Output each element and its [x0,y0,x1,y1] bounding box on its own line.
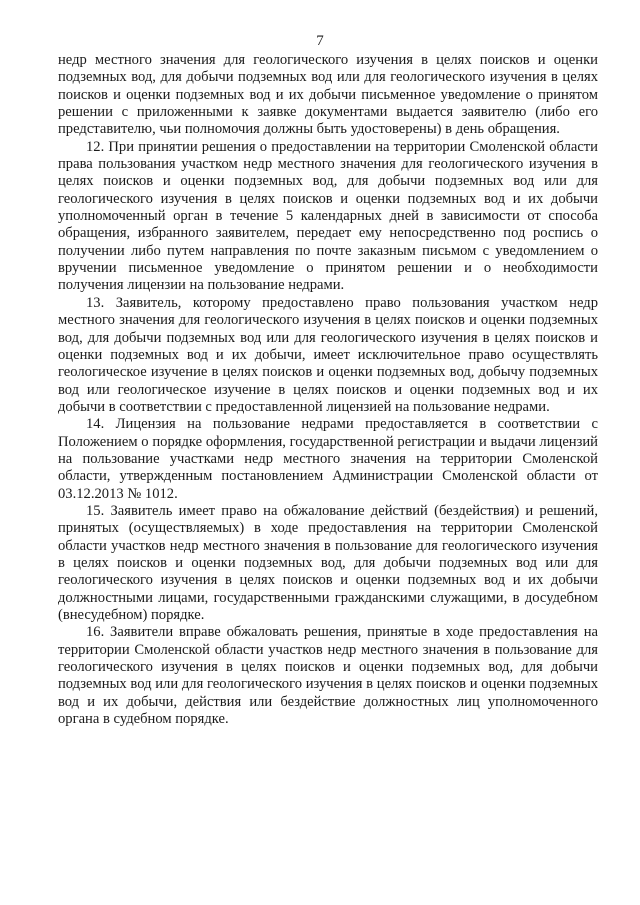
paragraph-14: 14. Лицензия на пользование недрами предоставляется в соответствии с Положением о порядке оформления, государственной регистрации и выдачи лицензий на пользование участками недр местного значения на территории Смоленской области, утвержденным постановлением Администрации Смоленской области от 03.12.2013 № 1012. [58,416,598,502]
page-number: 7 [316,33,324,49]
paragraph-16: 16. Заявители вправе обжаловать решения, принятые в ходе предоставления на территории Смоленской области участков недр местного значения в пользование для геологического изучения в целях поисков и оценки подземных вод, для добычи подземных вод или для геологического изучения в целях поисков и оценки подземных вод и их добычи, действия или бездействие должностных лиц уполномоченного органа в судебном порядке. [58,624,598,728]
paragraph-15: 15. Заявитель имеет право на обжалование действий (бездействия) и решений, принятых (осуществляемых) в ходе предоставления на территории Смоленской области участков недр местного значения в пользование для геологического изучения в целях поисков и оценки подземных вод, для добычи подземных вод или для геологического изучения в целях поисков и оценки подземных вод и их добычи должностными лицами, государственными гражданскими служащими, в досудебном (внесудебном) порядке. [58,502,598,623]
document-body [58,52,598,728]
paragraph-continuation: недр местного значения для геологического изучения в целях поисков и оценки подземных вод, для добычи подземных вод или для геологического изучения в целях поисков и оценки подземных вод и их добычи письменное уведомление о принятом решении с приложенными к заявке документами выдается заявителю (либо его представителю, чьи полномочия должны быть удостоверены) в день обращения. [58,52,598,138]
paragraph-12: 12. При принятии решения о предоставлении на территории Смоленской области права пользования участком недр местного значения для геологического изучения в целях поисков и оценки подземных вод, для добычи подземных вод или для геологического изучения в целях поисков и оценки подземных вод и их добычи уполномоченный орган в течение 5 календарных дней в зависимости от способа обращения, избранного заявителем, передает ему непосредственно под роспись о получении либо путем направления по почте заказным письмом с уведомлением о вручении письменное уведомление о принятом решении и о необходимости получения лицензии на пользование недрами. [58,138,598,294]
paragraph-13: 13. Заявитель, которому предоставлено право пользования участком недр местного значения для геологического изучения в целях поисков и оценки подземных вод, для добычи подземных вод или для геологического изучения в целях поисков и оценки подземных вод и их добычи, имеет исключительное право осуществлять геологическое изучение в целях поисков и оценки подземных вод, добычу подземных вод или геологическое изучение в целях поисков и оценки подземных вод и их добычи в соответствии с предоставленной лицензией на пользование недрами. [58,294,598,415]
